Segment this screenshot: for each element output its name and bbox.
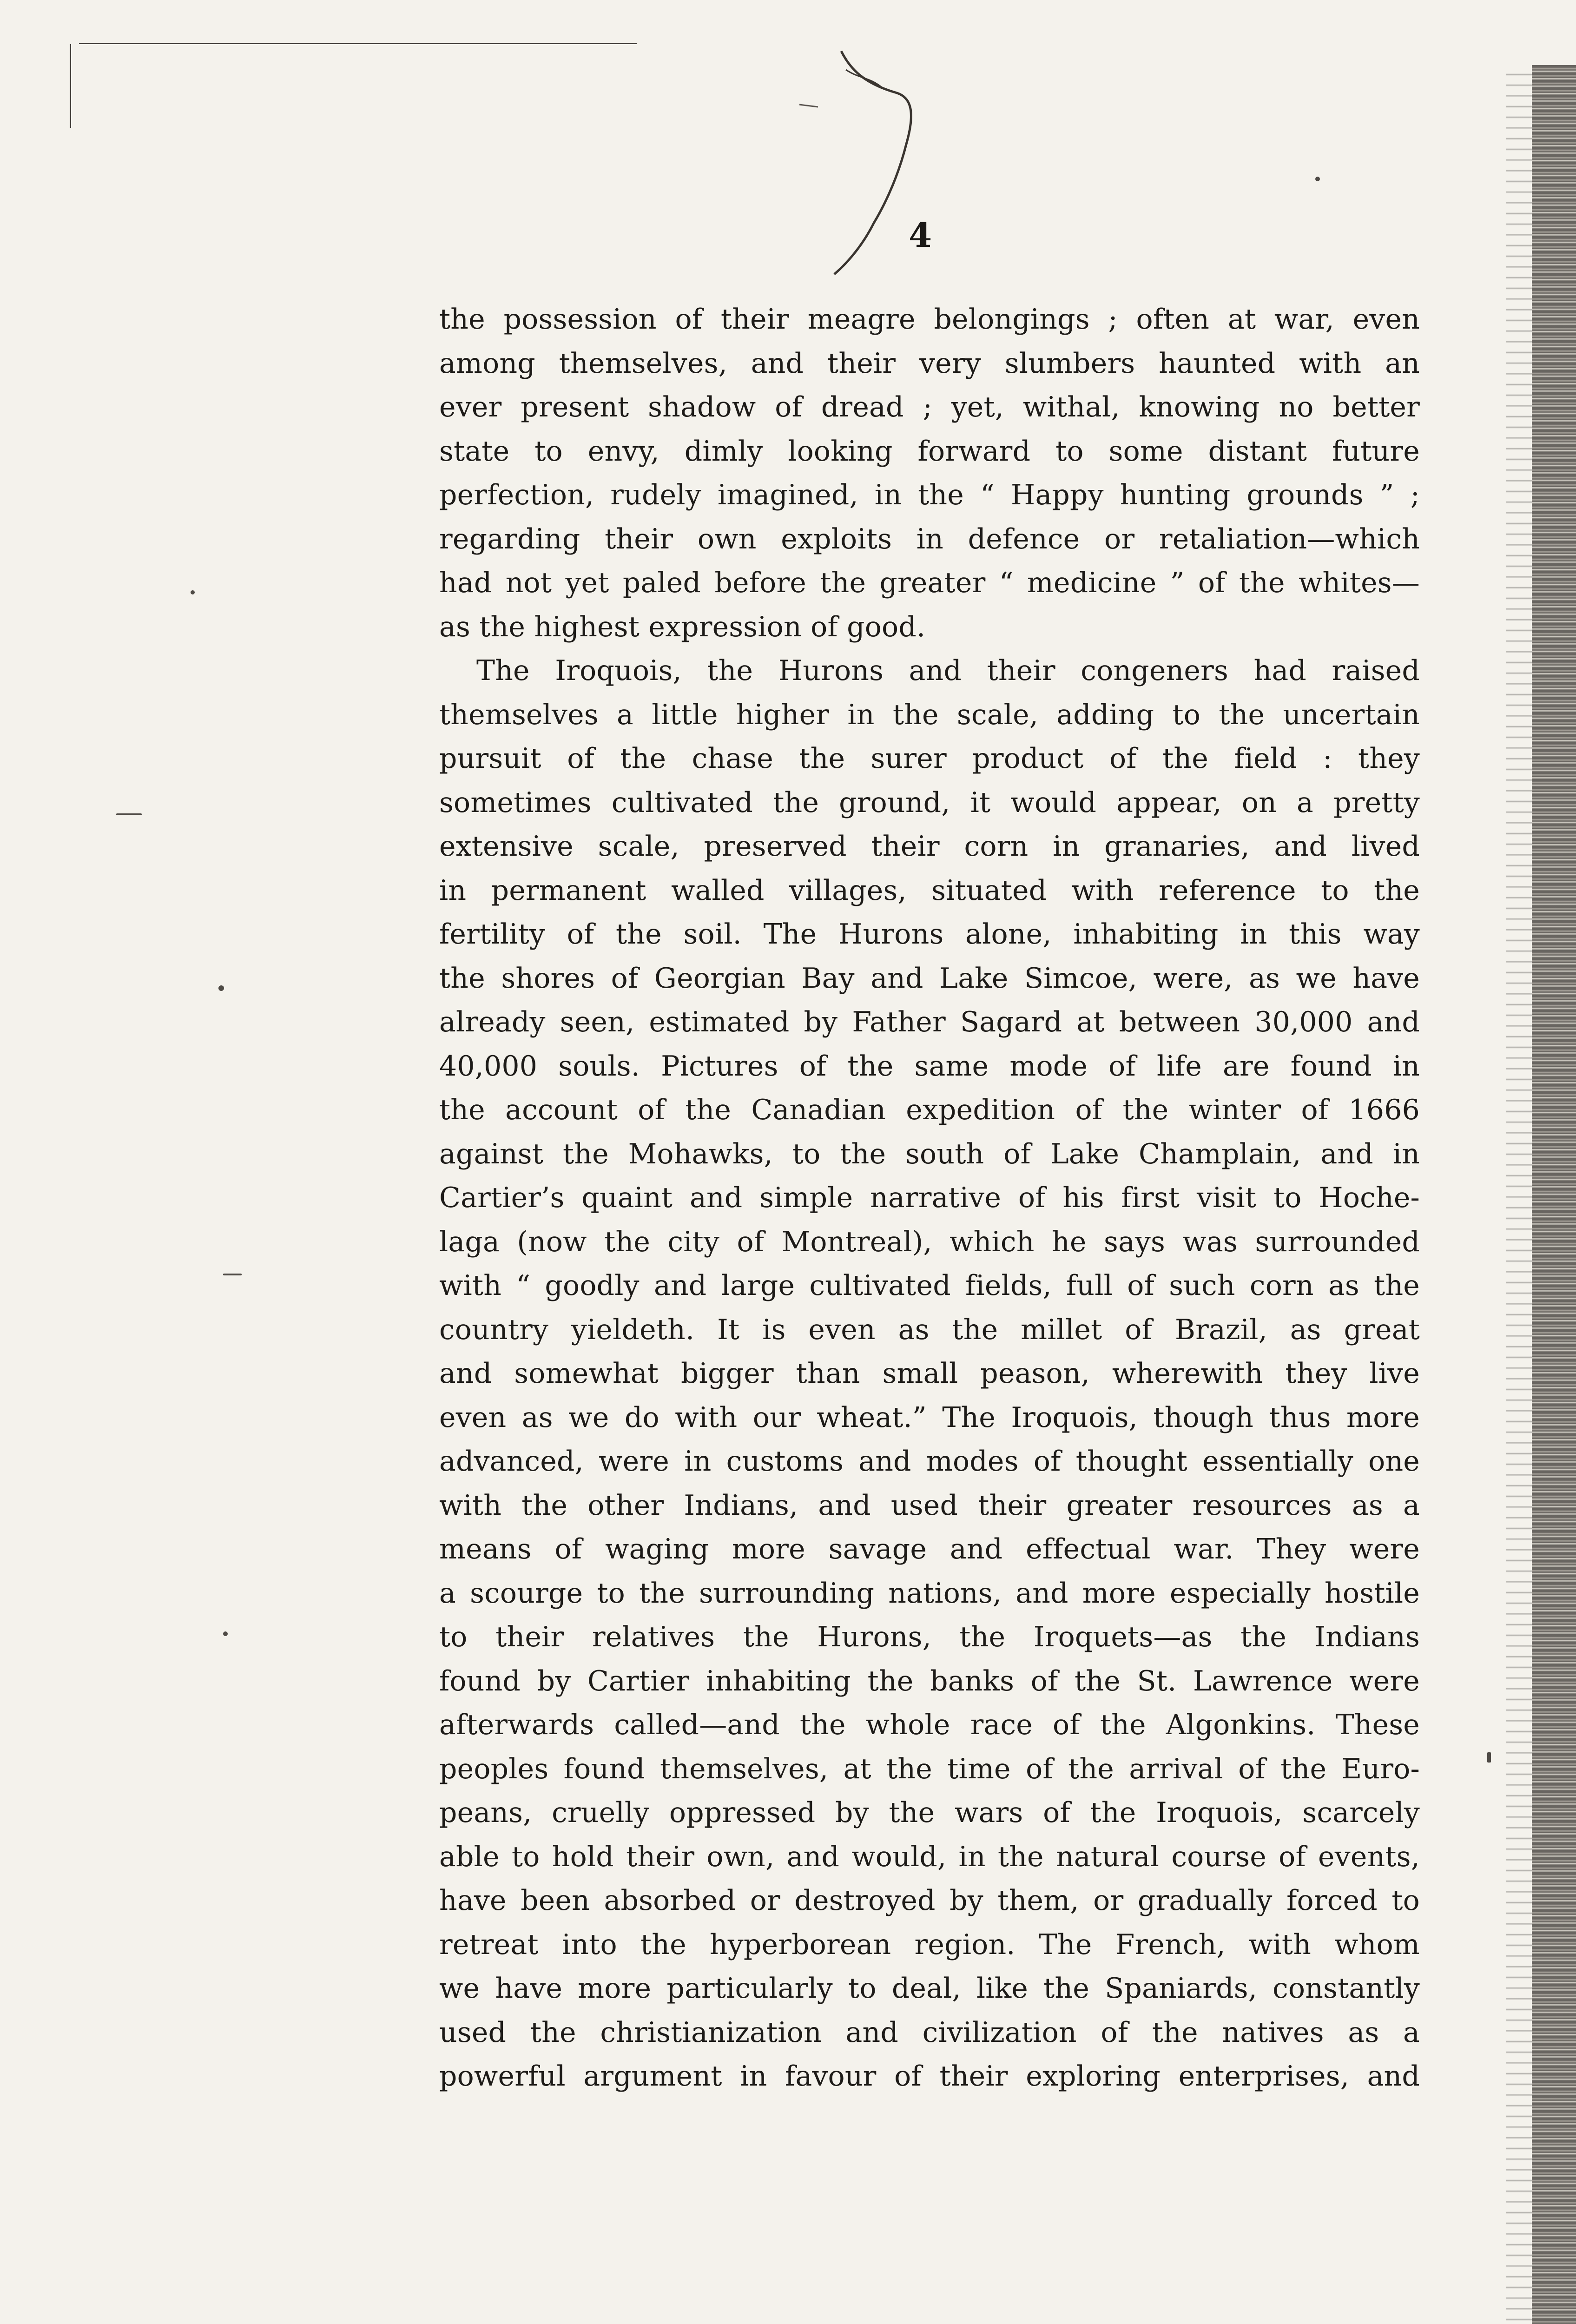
text-line: themselves a little higher in the scale, adding to the uncertain bbox=[439, 698, 1420, 731]
text-line: even as we do with our wheat.” The Iroquois, though thus more bbox=[439, 1401, 1420, 1434]
text-line: to their relatives the Hurons, the Iroquets—as the Indians bbox=[439, 1621, 1420, 1653]
text-line: a scourge to the surrounding nations, and more especially hostile bbox=[439, 1577, 1420, 1610]
text-line: found by Cartier inhabiting the banks of the St. Lawrence were bbox=[439, 1664, 1420, 1697]
paper-speck bbox=[191, 590, 195, 594]
text-line: regarding their own exploits in defence or retaliation—which bbox=[439, 522, 1420, 555]
text-line: perfection, rudely imagined, in the “ Happy hunting grounds ” ; bbox=[439, 479, 1420, 511]
text-line: fertility of the soil. The Hurons alone, inhabiting in this way bbox=[439, 918, 1420, 951]
text-line: afterwards called—and the whole race of the Algonkins. These bbox=[439, 1709, 1420, 1741]
text-line: in permanent walled villages, situated with reference to the bbox=[439, 874, 1420, 907]
text-line: with “ goodly and large cultivated fields, full of such corn as the bbox=[439, 1269, 1420, 1302]
text-line: means of waging more savage and effectual war. They were bbox=[439, 1533, 1420, 1565]
paper-speck bbox=[116, 813, 142, 815]
page-number: 4 bbox=[909, 215, 932, 255]
text-line: have been absorbed or destroyed by them, or gradually forced to bbox=[439, 1884, 1420, 1917]
text-line: laga (now the city of Montreal), which he says was surrounded bbox=[439, 1225, 1420, 1258]
text-line: The Iroquois, the Hurons and their congeners had raised bbox=[476, 654, 1420, 687]
text-line: advanced, were in customs and modes of thought essentially one bbox=[439, 1445, 1420, 1478]
text-line: Cartier’s quaint and simple narrative of his first visit to Hoche- bbox=[439, 1182, 1420, 1214]
text-line: used the christianization and civilization of the natives as a bbox=[439, 2016, 1420, 2049]
text-line: peoples found themselves, at the time of the arrival of the Euro- bbox=[439, 1752, 1420, 1785]
text-line: retreat into the hyperborean region. The French, with whom bbox=[439, 1928, 1420, 1961]
binding-edge-shadow bbox=[1532, 65, 1576, 2324]
binding-edge-fade bbox=[1506, 65, 1532, 2324]
text-line: powerful argument in favour of their exploring enterprises, and bbox=[439, 2060, 1420, 2093]
paper-speck bbox=[218, 985, 224, 991]
text-line: the shores of Georgian Bay and Lake Simcoe, were, as we have bbox=[439, 962, 1420, 995]
text-line: with the other Indians, and used their greater resources as a bbox=[439, 1489, 1420, 1522]
paper-speck bbox=[223, 1631, 228, 1636]
text-line: as the highest expression of good. bbox=[439, 610, 926, 643]
paper-speck bbox=[1315, 177, 1320, 181]
text-line: had not yet paled before the greater “ medicine ” of the whites— bbox=[439, 567, 1420, 599]
text-line: ever present shadow of dread ; yet, withal, knowing no better bbox=[439, 391, 1420, 423]
text-line: we have more particularly to deal, like the Spaniards, constantly bbox=[439, 1972, 1420, 2005]
text-line: state to envy, dimly looking forward to some distant future bbox=[439, 435, 1420, 468]
text-line: 40,000 souls. Pictures of the same mode of life are found in bbox=[439, 1050, 1420, 1083]
text-line: the account of the Canadian expedition of the winter of 1666 bbox=[439, 1094, 1420, 1126]
text-line: country yieldeth. It is even as the millet of Brazil, as great bbox=[439, 1313, 1420, 1346]
left-border-rule bbox=[70, 44, 71, 128]
text-line: and somewhat bigger than small peason, wherewith they live bbox=[439, 1357, 1420, 1390]
text-line: peans, cruelly oppressed by the wars of the Iroquois, scarcely bbox=[439, 1796, 1420, 1829]
text-line: pursuit of the chase the surer product of the field : they bbox=[439, 742, 1420, 775]
text-line: among themselves, and their very slumbers haunted with an bbox=[439, 347, 1420, 380]
text-line: extensive scale, preserved their corn in granaries, and lived bbox=[439, 830, 1420, 863]
body-text bbox=[439, 297, 1420, 2099]
paper-speck bbox=[223, 1274, 242, 1275]
text-line: able to hold their own, and would, in the natural course of events, bbox=[439, 1840, 1420, 1873]
top-border-rule bbox=[79, 43, 637, 44]
text-line: sometimes cultivated the ground, it would appear, on a pretty bbox=[439, 786, 1420, 819]
paper-speck bbox=[1487, 1752, 1491, 1763]
text-line: already seen, estimated by Father Sagard at between 30,000 and bbox=[439, 1006, 1420, 1038]
text-line: against the Mohawks, to the south of Lake Champlain, and in bbox=[439, 1137, 1420, 1170]
text-line: the possession of their meagre belongings ; often at war, even bbox=[439, 303, 1420, 336]
